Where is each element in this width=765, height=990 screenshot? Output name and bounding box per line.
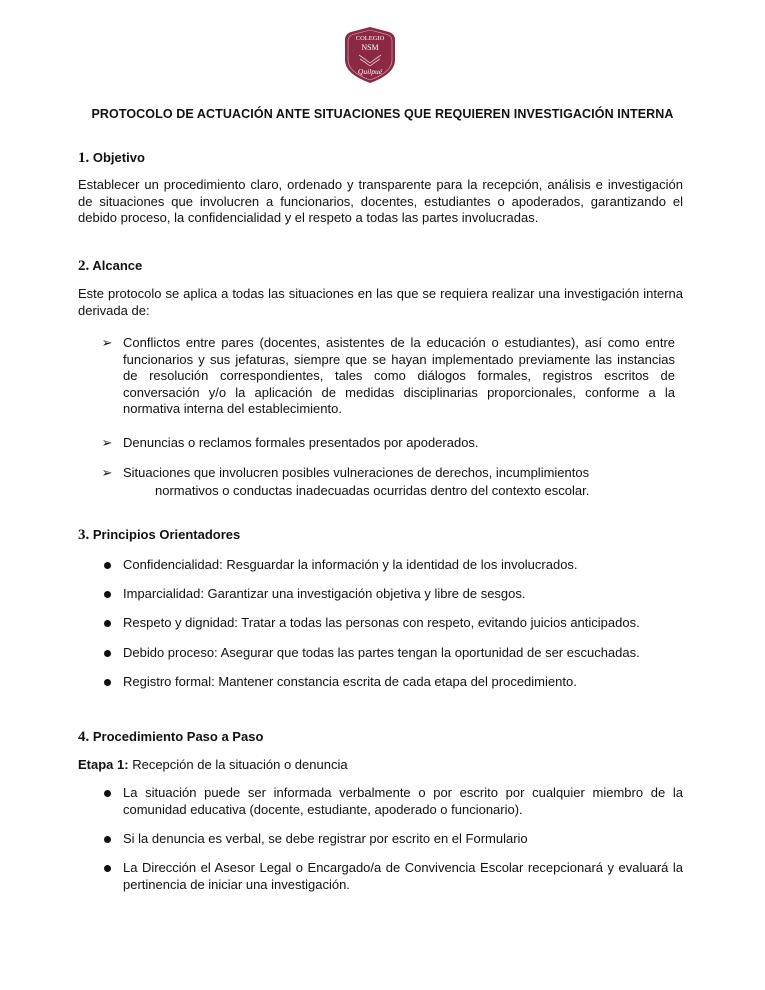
stage-line xyxy=(78,757,683,774)
principle-item: Imparcialidad: Garantizar una investigación objetiva y libre de sesgos. xyxy=(123,586,526,601)
bullet-dot-icon xyxy=(100,557,114,569)
logo-line-3: Quilpué xyxy=(357,67,383,76)
bullet-dot-icon xyxy=(100,831,114,843)
procedure-item: Si la denuncia es verbal, se debe registrar por escrito en el Formulario xyxy=(123,831,528,846)
section-title: Principios Orientadores xyxy=(92,527,241,542)
scope-item: Denuncias o reclamos formales presentados por apoderados. xyxy=(123,435,479,450)
bullet-dot-icon xyxy=(100,785,114,797)
objective-paragraph: Establecer un procedimiento claro, ordenado y transparente para la recepción, análisis e investigación de situaciones que involucren a funcionarios, docentes, estudiantes o apoderados, garantizando el debido proceso, la confidencialidad y el respeto a todas las partes involucradas. xyxy=(78,177,683,225)
procedure-item: La situación puede ser informada verbalmente o por escrito por cualquier miembro de la comunidad educativa (docente, estudiante, apoderado o funcionario). xyxy=(123,785,683,817)
section-number: 2. xyxy=(78,258,90,274)
stage-text: Recepción de la situación o denuncia xyxy=(132,757,348,772)
section-heading-principios xyxy=(78,527,240,544)
bullet-dot-icon xyxy=(100,860,114,872)
section-title: Alcance xyxy=(92,258,143,273)
bullet-dot-icon xyxy=(100,674,114,686)
scope-paragraph: Este protocolo se aplica a todas las situaciones en las que se requiera realizar una investigación interna derivada de: xyxy=(78,286,683,318)
principle-item: Debido proceso: Asegurar que todas las partes tengan la oportunidad de ser escuchadas. xyxy=(123,645,640,660)
scope-item: Conflictos entre pares (docentes, asistentes de la educación o estudiantes), así como entre funcionarios y sus jefaturas, siempre que se hayan implementado previamente las instancias de resolución correspondientes, tales como diálogos formales, registros escritos de conversación y/o la aplicación de medidas disciplinarias proporcionales, conforme a la normativa interna del establecimiento. xyxy=(123,335,675,416)
school-crest-logo xyxy=(343,26,397,84)
bullet-dot-icon xyxy=(100,615,114,627)
procedure-item: La Dirección el Asesor Legal o Encargado/a de Convivencia Escolar recepcionará y evaluará la pertinencia de iniciar una investigación. xyxy=(123,860,683,892)
scope-item-continuation: normativos o conductas inadecuadas ocurridas dentro del contexto escolar. xyxy=(155,483,590,498)
principle-item: Respeto y dignidad: Tratar a todas las personas con respeto, evitando juicios anticipados. xyxy=(123,615,640,630)
principle-item: Registro formal: Mantener constancia escrita de cada etapa del procedimiento. xyxy=(123,674,577,689)
section-number: 3. xyxy=(78,527,90,543)
section-title: Procedimiento Paso a Paso xyxy=(92,729,264,744)
arrow-bullet-icon: ➢ xyxy=(101,335,113,350)
document-title: PROTOCOLO DE ACTUACIÓN ANTE SITUACIONES QUE REQUIEREN INVESTIGACIÓN INTERNA xyxy=(91,107,674,121)
arrow-bullet-icon: ➢ xyxy=(101,465,113,480)
section-heading-objetivo xyxy=(78,150,145,167)
section-heading-alcance xyxy=(78,258,142,275)
scope-item: Situaciones que involucren posibles vulneraciones de derechos, incumplimientos xyxy=(123,465,590,480)
bullet-dot-icon xyxy=(100,586,114,598)
principle-item: Confidencialidad: Resguardar la información y la identidad de los involucrados. xyxy=(123,557,578,572)
section-number: 4. xyxy=(78,729,90,745)
section-number: 1. xyxy=(78,150,90,166)
arrow-bullet-icon: ➢ xyxy=(101,435,113,450)
logo-line-2: NSM xyxy=(361,43,379,52)
section-title: Objetivo xyxy=(92,150,145,165)
stage-label: Etapa 1: xyxy=(78,757,129,772)
logo-line-1: COLEGIO xyxy=(355,35,385,42)
bullet-dot-icon xyxy=(100,645,114,657)
section-heading-procedimiento xyxy=(78,729,263,746)
